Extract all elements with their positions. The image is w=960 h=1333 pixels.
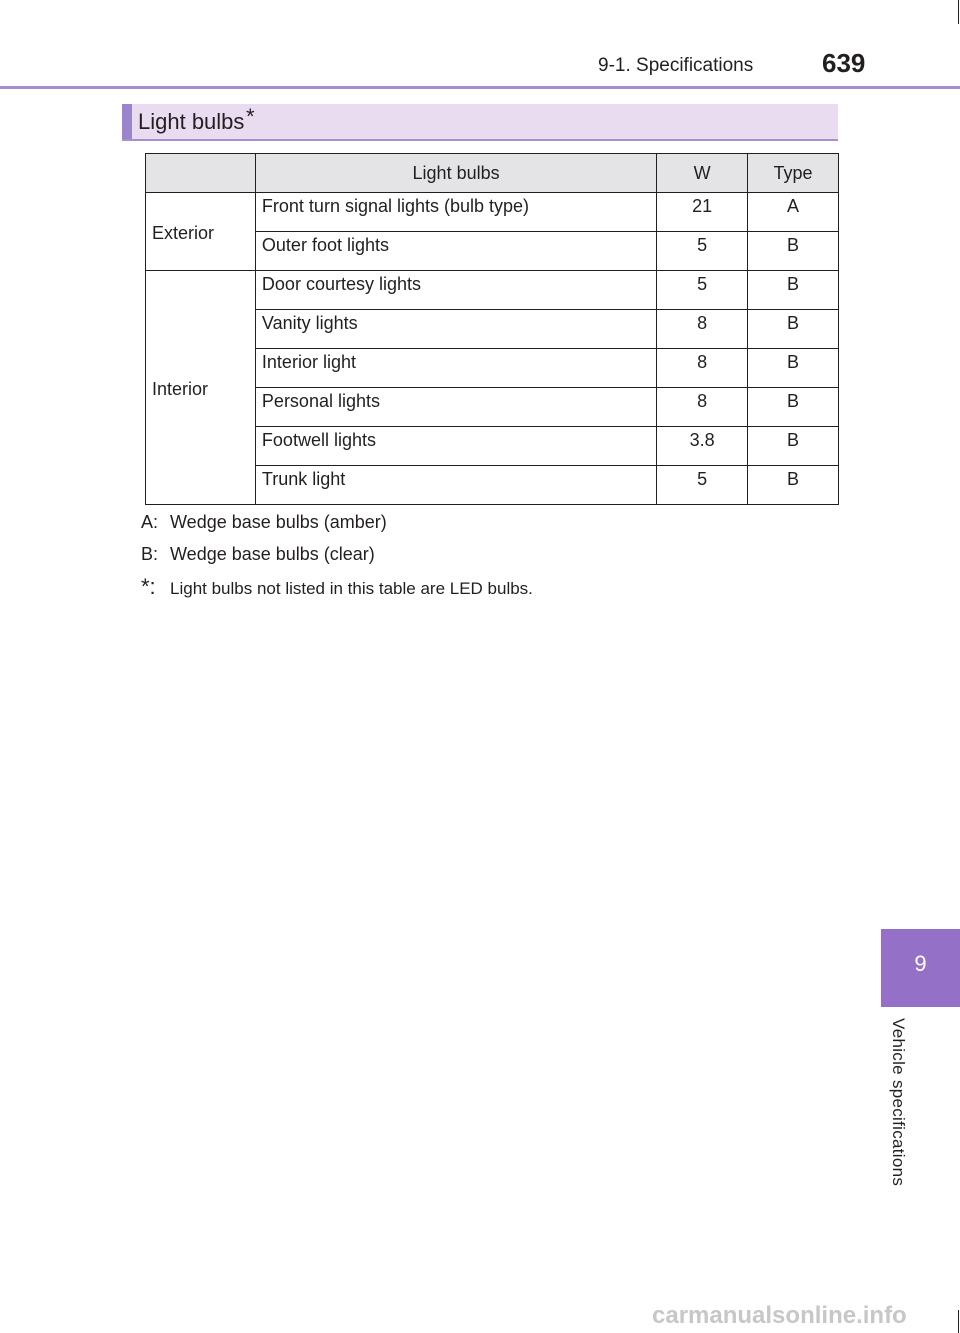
heading-title: Light bulbs (138, 109, 245, 134)
watt-cell: 3.8 (657, 427, 748, 466)
note-text: Wedge base bulbs (clear) (170, 544, 375, 564)
type-cell: B (748, 232, 839, 271)
watt-cell: 21 (657, 193, 748, 232)
section-heading (122, 104, 838, 141)
type-cell: B (748, 388, 839, 427)
watt-cell: 8 (657, 388, 748, 427)
bulb-cell: Outer foot lights (255, 232, 656, 271)
bulb-cell: Personal lights (255, 388, 656, 427)
chapter-tab-number: 9 (914, 951, 927, 976)
note-type-a (141, 512, 387, 533)
bulb-cell: Interior light (255, 349, 656, 388)
type-cell: B (748, 466, 839, 505)
note-text: Light bulbs not listed in this table are LED bulbs. (170, 579, 533, 598)
type-cell: B (748, 427, 839, 466)
chapter-caption: Vehicle specifications (889, 1018, 908, 1187)
chapter-tab[interactable] (881, 929, 960, 1007)
note-key: B: (141, 544, 159, 564)
group-cell-interior: Interior (146, 271, 256, 505)
header-rule (0, 86, 960, 89)
heading-accent-bar (122, 104, 132, 139)
note-key: *: (141, 574, 156, 599)
watt-cell: 5 (657, 466, 748, 505)
bulb-cell: Door courtesy lights (255, 271, 656, 310)
page-number: 639 (822, 48, 866, 78)
header-cell-type: Type (748, 154, 839, 193)
watermark: carmanualsonline.info (652, 1302, 907, 1329)
table-header-row (146, 154, 839, 193)
header-cell-bulb: Light bulbs (255, 154, 656, 193)
bulb-cell: Vanity lights (255, 310, 656, 349)
bulb-cell: Trunk light (255, 466, 656, 505)
bulb-cell: Footwell lights (255, 427, 656, 466)
note-key: A: (141, 512, 159, 532)
watt-cell: 8 (657, 349, 748, 388)
crop-mark-bottom (958, 1310, 959, 1333)
crop-mark-top (958, 0, 959, 24)
note-text: Wedge base bulbs (amber) (170, 512, 387, 532)
type-cell: A (748, 193, 839, 232)
section-label: 9-1. Specifications (598, 55, 754, 76)
type-cell: B (748, 310, 839, 349)
watt-cell: 5 (657, 271, 748, 310)
type-cell: B (748, 271, 839, 310)
note-type-b (141, 544, 375, 565)
watt-cell: 5 (657, 232, 748, 271)
header-cell-watt: W (657, 154, 748, 193)
light-bulbs-table (145, 153, 839, 505)
note-footnote (141, 574, 533, 600)
table-row (146, 193, 839, 232)
header-cell-group (146, 154, 256, 193)
group-cell-exterior: Exterior (146, 193, 256, 271)
watt-cell: 8 (657, 310, 748, 349)
table-row (146, 271, 839, 310)
heading-footnote-marker: * (246, 104, 255, 129)
bulb-cell: Front turn signal lights (bulb type) (255, 193, 656, 232)
type-cell: B (748, 349, 839, 388)
